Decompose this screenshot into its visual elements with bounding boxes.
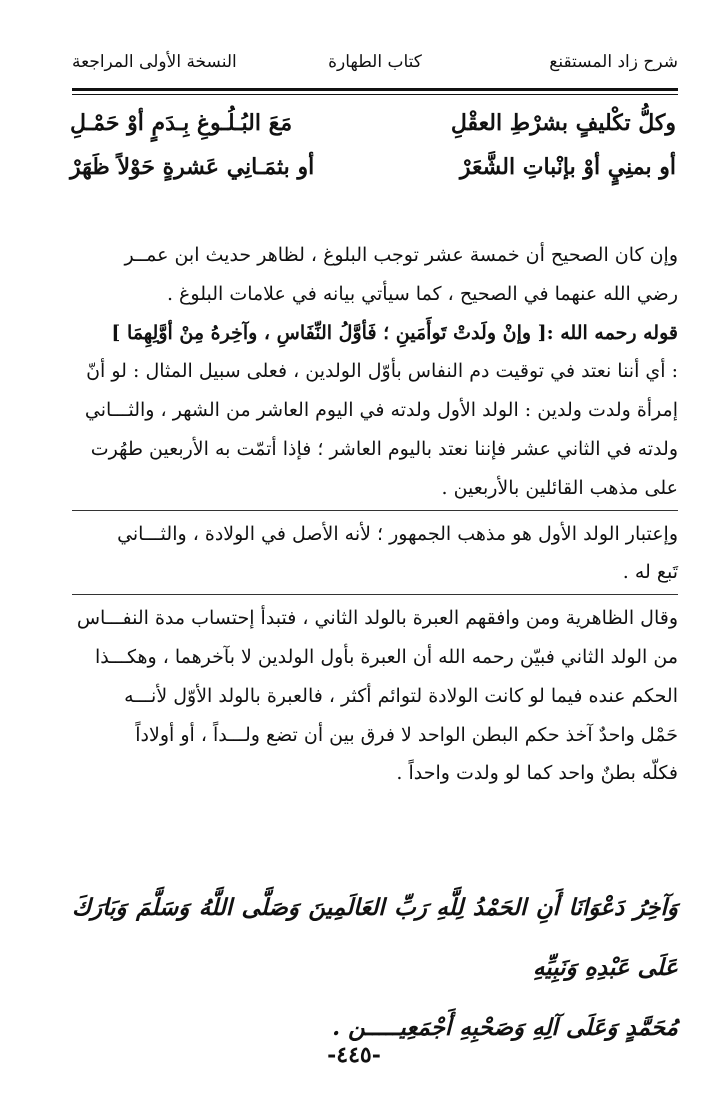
text-line: ولدته في الثاني عشر فإننا نعتد باليوم العاشر ؛ فإذا أتمّت به الأربعين طهُرت xyxy=(90,437,678,460)
text-line: فكلّه بطنٌ واحد كما لو ولدت واحداً . xyxy=(396,762,678,785)
text-line: وقال الظاهرية ومن وافقهم العبرة بالولد الثاني ، فتبدأ إحتساب مدة النفـــاس xyxy=(76,607,678,630)
quoted-matn: قوله رحمه الله :[ وإنْ ولَدتْ تَوأَمَينِ ؛ فَأوَّلُ النِّفَاسِ ، وآخِرهُ مِنْ أوَّلِهِمَا ] xyxy=(111,321,678,344)
verse-hemistich-first: وكلُّ تكْليفٍ بشرْطِ العقْلِ xyxy=(450,110,676,136)
header-chapter: كتاب الطهارة xyxy=(328,52,422,72)
text-line: إمرأة ولدت ولدين : الولد الأول ولدته في اليوم العاشر من الشهر ، والثـــاني xyxy=(84,399,678,422)
running-header xyxy=(72,52,678,86)
closing-supplication xyxy=(72,878,678,1058)
verse-line-2 xyxy=(70,154,678,194)
header-edition: النسخة الأولى المراجعة xyxy=(72,52,237,72)
text-line: وإن كان الصحيح أن خمسة عشر توجب البلوغ ، لظاهر حديث ابن عمــر xyxy=(124,244,678,266)
body-text xyxy=(72,236,678,793)
paragraph-divider xyxy=(72,594,678,595)
page-number: -٤٤٥- xyxy=(327,1042,381,1068)
text-line: رضي الله عنهما في الصحيح ، كما سيأتي بيانه في علامات البلوغ . xyxy=(166,282,678,305)
header-rule xyxy=(72,88,678,91)
text-line: تَبع له . xyxy=(622,561,678,584)
text-line: وإعتبار الولد الأول هو مذهب الجمهور ؛ لأنه الأصل في الولادة ، والثـــاني xyxy=(117,522,678,545)
verse-hemistich-second: مَعَ البُـلُـوغِ بِـدَمٍ أوْ حَمْـلِ xyxy=(70,110,293,136)
verse-line-1 xyxy=(70,110,678,150)
verse-hemistich-first: أو بمنِيٍ أوْ بإنْباتِ الشَّعَرْ xyxy=(459,154,676,180)
text-line: : أي أننا نعتد في توقيت دم النفاس بأوّل الولدين ، فعلى سبيل المثال : لو أنّ xyxy=(86,360,678,383)
paragraph xyxy=(72,515,678,593)
closing-line: وَآخِرُ دَعْوَانَا أَنِ الحَمْدُ لِلَّهِ رَبِّ العَالَمِينَ وَصَلَّى اللَّهُ وَسَلَّمَ وَبَارَكَ عَلَى عَبْدِهِ وَنَبِيِّهِ xyxy=(72,894,678,981)
verse-hemistich-second: أو بثمَـانِي عَشرةٍ حَوْلاً ظَهَرْ xyxy=(70,154,315,180)
paragraph xyxy=(72,314,678,508)
header-rule-thin xyxy=(72,94,678,95)
header-book-title: شرح زاد المستقنع xyxy=(549,52,678,72)
paragraph-divider xyxy=(72,510,678,511)
paragraph xyxy=(72,599,678,793)
text-line: حَمْل واحدٌ آخذ حكم البطن الواحد لا فرق بين أن تضع ولـــداً ، أو أولاداً xyxy=(135,723,678,746)
text-line: من الولد الثاني فبيّن رحمه الله أن العبرة بأول الولدين لا بآخرهما ، وهكـــذا xyxy=(95,645,678,668)
closing-line: مُحَمَّدٍ وَعَلَى آلِهِ وَصَحْبِهِ أَجْمَعِيـــــن . xyxy=(332,1014,678,1041)
text-line: على مذهب القائلين بالأربعين . xyxy=(441,476,678,499)
text-line: الحكم عنده فيما لو كانت الولادة لتوائم أكثر ، فالعبرة بالولد الأوّل لأنـــه xyxy=(124,684,678,707)
paragraph xyxy=(72,236,678,314)
